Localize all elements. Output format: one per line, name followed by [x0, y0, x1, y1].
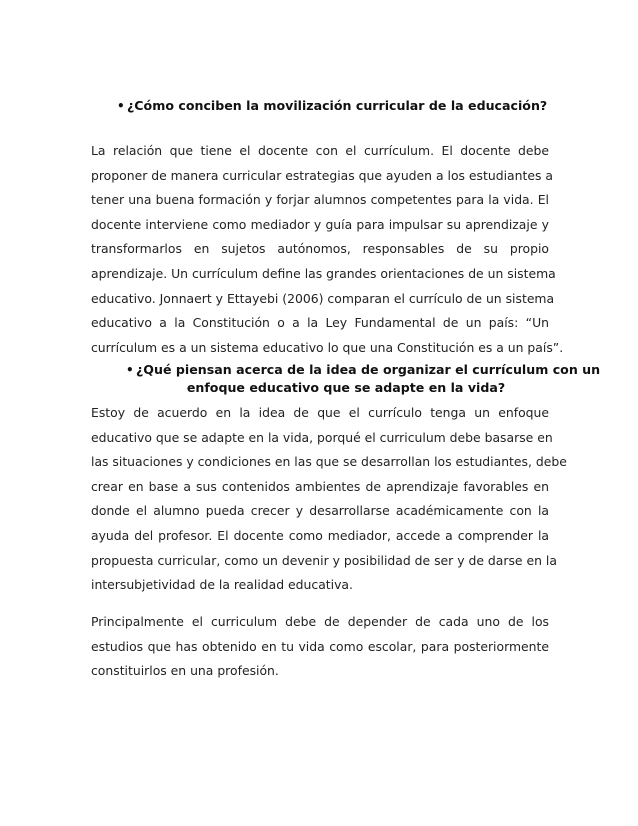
- paragraph-line: aprendizaje. Un currículum define las grandes orientaciones de un sistema: [91, 265, 556, 281]
- paragraph-line: Principalmente el curriculum debe de depender de cada uno de los: [91, 614, 549, 629]
- question-2-line-1: [126, 361, 601, 379]
- question-heading-2: [126, 361, 601, 396]
- question-1-text: ¿Cómo conciben la movilización curricular de la educación?: [127, 98, 548, 113]
- paragraph-line: Estoy de acuerdo en la idea de que el currículo tenga un enfoque: [91, 405, 549, 420]
- paragraph-line: proponer de manera curricular estrategias que ayuden a los estudiantes a: [91, 167, 553, 183]
- paragraph-line: estudios que has obtenido en tu vida como escolar, para posteriormente: [91, 638, 549, 654]
- paragraph-line: crear en base a sus contenidos ambientes de aprendizaje favorables en: [91, 478, 549, 494]
- paragraph-line: tener una buena formación y forjar alumnos competentes para la vida. El: [91, 192, 549, 208]
- paragraph-line: donde el alumno pueda crecer y desarrollarse académicamente con la: [91, 503, 549, 519]
- bullet-icon: •: [126, 363, 134, 377]
- paragraph-line: docente interviene como mediador y guía para impulsar su aprendizaje y: [91, 216, 549, 232]
- paragraph-line: ayuda del profesor. El docente como mediador, accede a comprender la: [91, 527, 549, 543]
- paragraph-line: intersubjetividad de la realidad educativa.: [91, 577, 353, 593]
- question-2-text-1: ¿Qué piensan acerca de la idea de organizar el currículum con un: [136, 362, 601, 377]
- paragraph-2: [91, 401, 567, 598]
- paragraph-1: [91, 139, 564, 360]
- paragraph-line: las situaciones y condiciones en las que se desarrollan los estudiantes, debe: [91, 454, 567, 470]
- paragraph-line: La relación que tiene el docente con el currículum. El docente debe: [91, 143, 549, 158]
- paragraph-line: educativo a la Constitución o a la Ley Fundamental de un país: “Un: [91, 315, 549, 331]
- paragraph-line: transformarlos en sujetos autónomos, responsables de su propio: [91, 241, 549, 257]
- paragraph-line: propuesta curricular, como un devenir y posibilidad de ser y de darse en la: [91, 552, 557, 568]
- bullet-icon: •: [117, 99, 125, 113]
- question-heading-1: [117, 97, 577, 115]
- paragraph-line: educativo que se adapte en la vida, porqué el curriculum debe basarse en: [91, 429, 553, 445]
- question-2-line-2: enfoque educativo que se adapte en la vida?: [186, 380, 506, 395]
- paragraph-line: constituirlos en una profesión.: [91, 663, 279, 679]
- paragraph-line: educativo. Jonnaert y Ettayebi (2006) comparan el currículo de un sistema: [91, 290, 555, 306]
- paragraph-3: [91, 610, 549, 684]
- paragraph-line: currículum es a un sistema educativo lo que una Constitución es a un país”.: [91, 339, 564, 355]
